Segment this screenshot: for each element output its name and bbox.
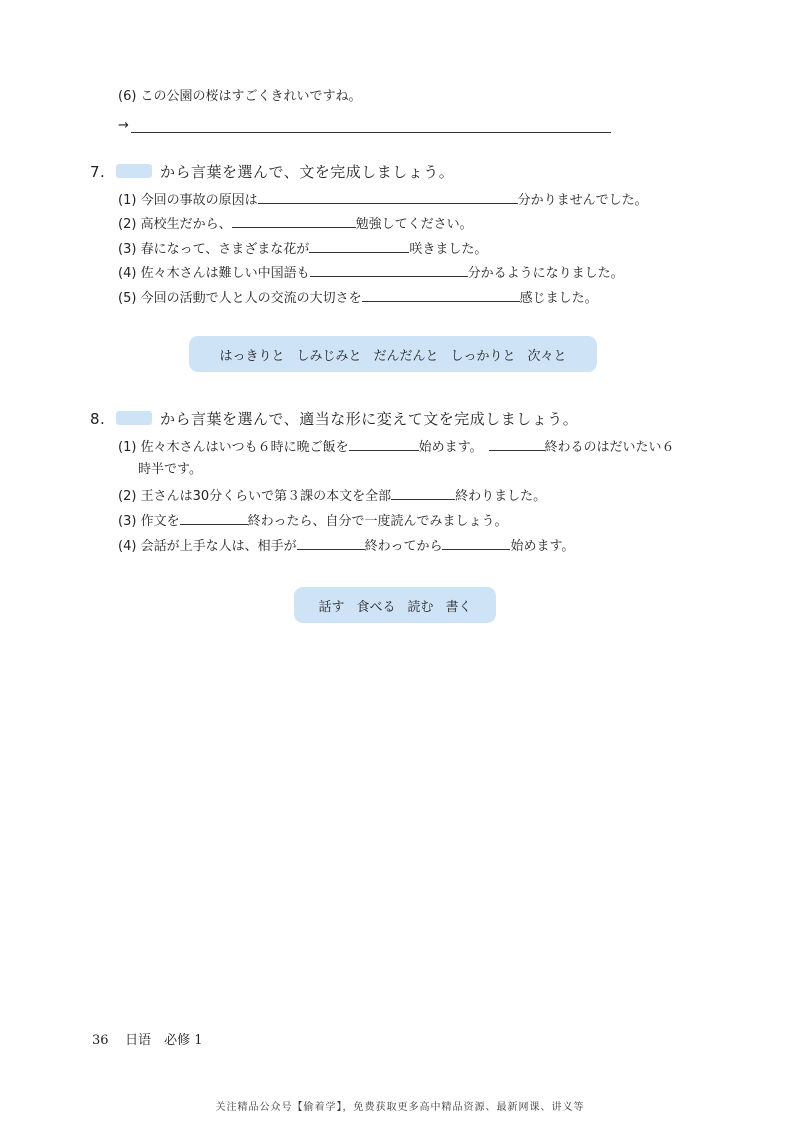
item-number: (1) — [118, 193, 137, 208]
word-option: はっきりと — [219, 348, 285, 364]
arrow-icon: → — [118, 118, 129, 133]
answer-blank[interactable] — [310, 263, 468, 277]
book-title: 日语 必修 1 — [125, 1033, 203, 1048]
section-7-item-1 — [118, 190, 648, 210]
item-number: (1) — [118, 440, 137, 455]
item-text: 王さんは30分くらいで第３課の本文を全部 — [140, 489, 392, 504]
section-number: 8. — [90, 410, 106, 428]
section-7-item-3 — [118, 239, 487, 259]
item-number: (3) — [118, 514, 137, 529]
item-number: (5) — [118, 291, 137, 306]
answer-blank[interactable] — [180, 511, 248, 525]
section-number: 7. — [90, 163, 106, 181]
item-text: 高校生だから、 — [140, 217, 232, 232]
word-option: しっかりと — [450, 348, 516, 364]
item-text: 終わってから — [364, 539, 443, 554]
item-text: 分かるようになりました。 — [467, 266, 624, 281]
page-number: 36 — [92, 1033, 109, 1048]
word-option: 書く — [445, 599, 472, 615]
item-text: 勉強してください。 — [355, 217, 473, 232]
item-text: 終わったら、自分で一度読んでみましょう。 — [247, 514, 508, 529]
item-text: 今回の事故の原因は — [140, 193, 258, 208]
item-number: (2) — [118, 489, 137, 504]
answer-blank[interactable] — [489, 437, 545, 451]
item-text: 始めます。 — [510, 539, 575, 554]
item-text: 今回の活動で人と人の交流の大切さを — [140, 291, 362, 306]
answer-rule[interactable] — [131, 122, 611, 133]
section-7-item-5 — [118, 288, 598, 308]
word-option: しみじみと — [296, 348, 362, 364]
section-7-heading — [90, 162, 454, 182]
section-instruction: から言葉を選んで、適当な形に変えて文を完成しましょう。 — [160, 410, 579, 428]
item-text: 分かりませんでした。 — [517, 193, 648, 208]
item-text: 始めます。 — [418, 440, 483, 455]
answer-blank[interactable] — [391, 486, 455, 500]
item-number: (4) — [118, 539, 137, 554]
answer-blank[interactable] — [258, 190, 518, 204]
answer-blank[interactable] — [297, 536, 365, 550]
item-number: (3) — [118, 242, 137, 257]
item-number: (2) — [118, 217, 137, 232]
section-8-heading — [90, 409, 578, 429]
section-8-item-4 — [118, 536, 574, 556]
item-text: 終わりました。 — [455, 489, 547, 504]
item-text: 春になって、さまざまな花が — [140, 242, 310, 257]
exercise-6-sentence: (6) この公園の桜はすごくきれいですね。 — [118, 89, 362, 104]
answer-blank[interactable] — [442, 536, 510, 550]
section-8-item-1-continued: 時半です。 — [138, 462, 202, 477]
item-text: 佐々木さんはいつも６時に晩ご飯を — [140, 440, 349, 455]
word-option: 話す — [318, 599, 345, 615]
item-text: 感じました。 — [519, 291, 598, 306]
section-8-item-2 — [118, 486, 546, 506]
word-box-marker — [116, 164, 152, 178]
item-text: 終わるのはだいたい６ — [544, 440, 675, 455]
item-text: 佐々木さんは難しい中国語も — [140, 266, 310, 281]
word-option: だんだんと — [373, 348, 439, 364]
answer-blank[interactable] — [232, 214, 356, 228]
answer-blank[interactable] — [362, 288, 520, 302]
section-8-word-box — [294, 587, 496, 623]
section-7-item-2 — [118, 214, 473, 234]
section-instruction: から言葉を選んで、文を完成しましょう。 — [160, 163, 455, 181]
section-7-item-4 — [118, 263, 624, 283]
answer-blank[interactable] — [349, 437, 419, 451]
item-text: 作文を — [140, 514, 180, 529]
section-7-word-box — [189, 336, 597, 372]
item-text: 会話が上手な人は、相手が — [140, 539, 297, 554]
promo-note: 关注精品公众号【偷着学】，免费获取更多高中精品资源、最新网课、讲义等 — [215, 1102, 585, 1113]
item-text: 咲きました。 — [409, 242, 488, 257]
answer-blank[interactable] — [309, 239, 409, 253]
section-8-item-3 — [118, 511, 507, 531]
exercise-6-answer-line — [118, 118, 611, 133]
word-option: 読む — [407, 599, 434, 615]
word-box-marker — [116, 411, 152, 425]
word-option: 次々と — [527, 348, 567, 364]
item-number: (4) — [118, 266, 137, 281]
word-option: 食べる — [356, 599, 396, 615]
section-8-item-1 — [118, 437, 675, 457]
page-footer — [92, 1029, 202, 1048]
